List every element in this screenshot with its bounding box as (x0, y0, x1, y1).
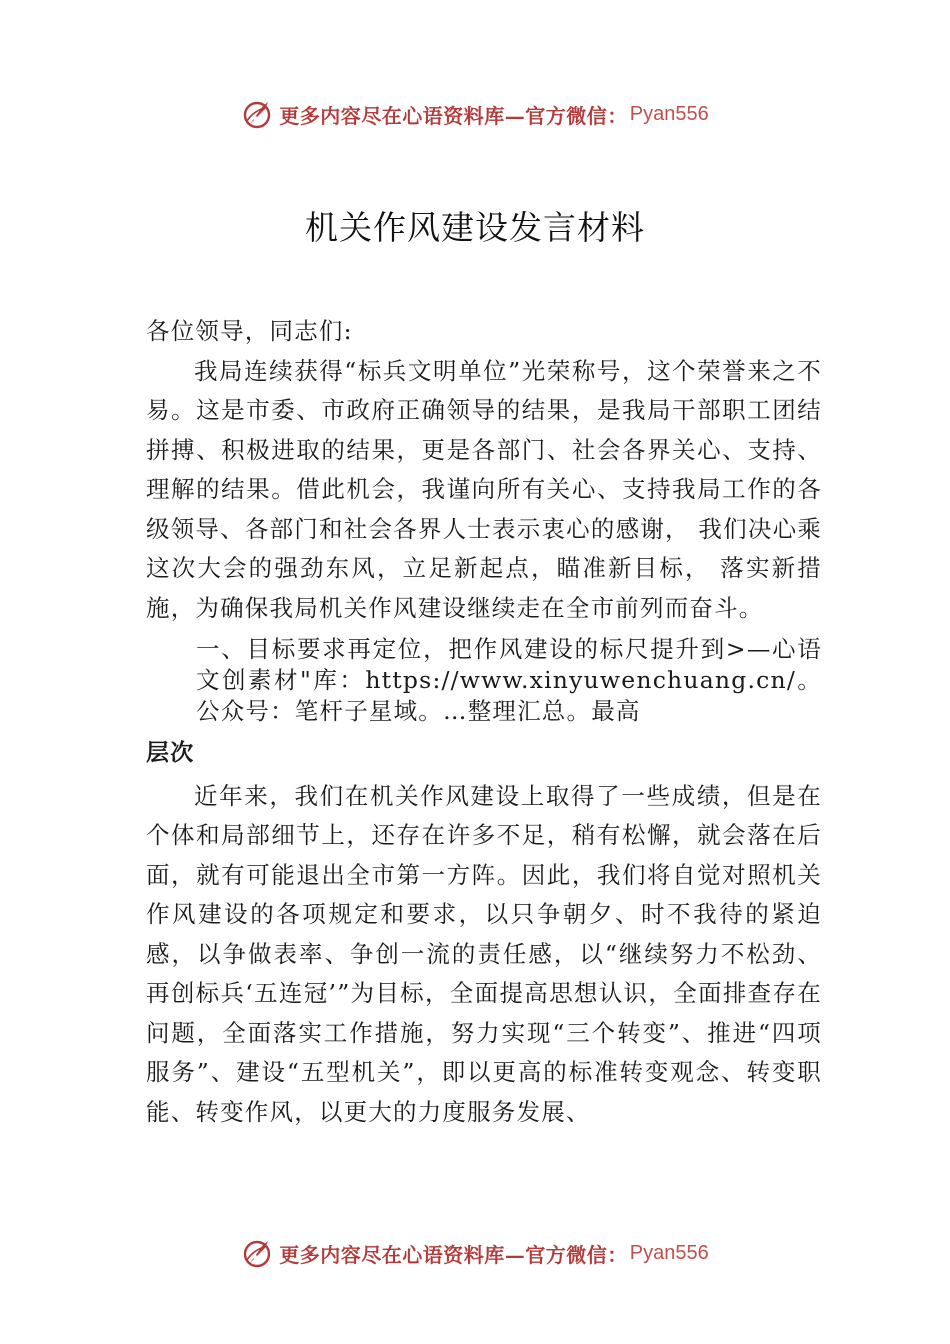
paragraph-2: 近年来，我们在机关作风建设上取得了一些成绩，但是在个体和局部细节上，还存在许多不足，稍有松懈，就会落在后面，就有可能退出全市第一方阵。因此，我们将自觉对照机关作风建设的各项规定和要求，以只争朝夕、时不我待的紧迫感，以争做表率、争创一流的责任感，以“继续努力不松劲、再创标兵‘五连冠’”为目标，全面提高思想认识，全面排查存在问题，全面落实工作措施，努力实现“三个转变”、推进“四项服务”、建设“五型机关”，即以更高的标准转变观念、转变职能、转变作风，以更大的力度服务发展、 (146, 781, 822, 1126)
header-wechat-id: Pyan556 (629, 102, 709, 125)
document-title: 机关作风建设发言材料 (305, 208, 645, 247)
header-banner-text: 更多内容尽在心语资料库—官方微信： (279, 103, 628, 128)
header-banner (0, 94, 950, 134)
salutation: 各位领导，同志们: (146, 317, 353, 345)
paragraph-1: 我局连续获得“标兵文明单位”光荣称号，这个荣誉来之不易。这是市委、市政府正确领导的结果，是我局干部职工团结拼搏、积极进取的结果，更是各部门、社会各界关心、支持、理解的结果。借此机会，我谨向所有关心、支持我局工作的各级领导、各部门和社会各界人士表示衷心的感谢， 我们决心乘这次大会的强劲东风，立足新起点，瞄准新目标， 落实新措施，为确保我局机关作风建设继续走在全市前列而奋斗。 (146, 356, 822, 622)
document-body (146, 312, 822, 1132)
footer-banner-text: 更多内容尽在心语资料库—官方微信： (279, 1242, 628, 1267)
quill-pen-logo-icon (241, 97, 275, 131)
quill-pen-logo-icon (241, 1236, 275, 1270)
section-heading-1: 一、目标要求再定位，把作风建设的标尺提升到>—心语文创素材"库：https://www.xinyuwenchuang.cn/。公众号：笔杆子星域。…整理汇总。最高 (196, 635, 822, 725)
footer-banner (0, 1233, 950, 1273)
footer-wechat-id: Pyan556 (629, 1241, 709, 1264)
section-heading-1-tail: 层次 (146, 739, 195, 765)
